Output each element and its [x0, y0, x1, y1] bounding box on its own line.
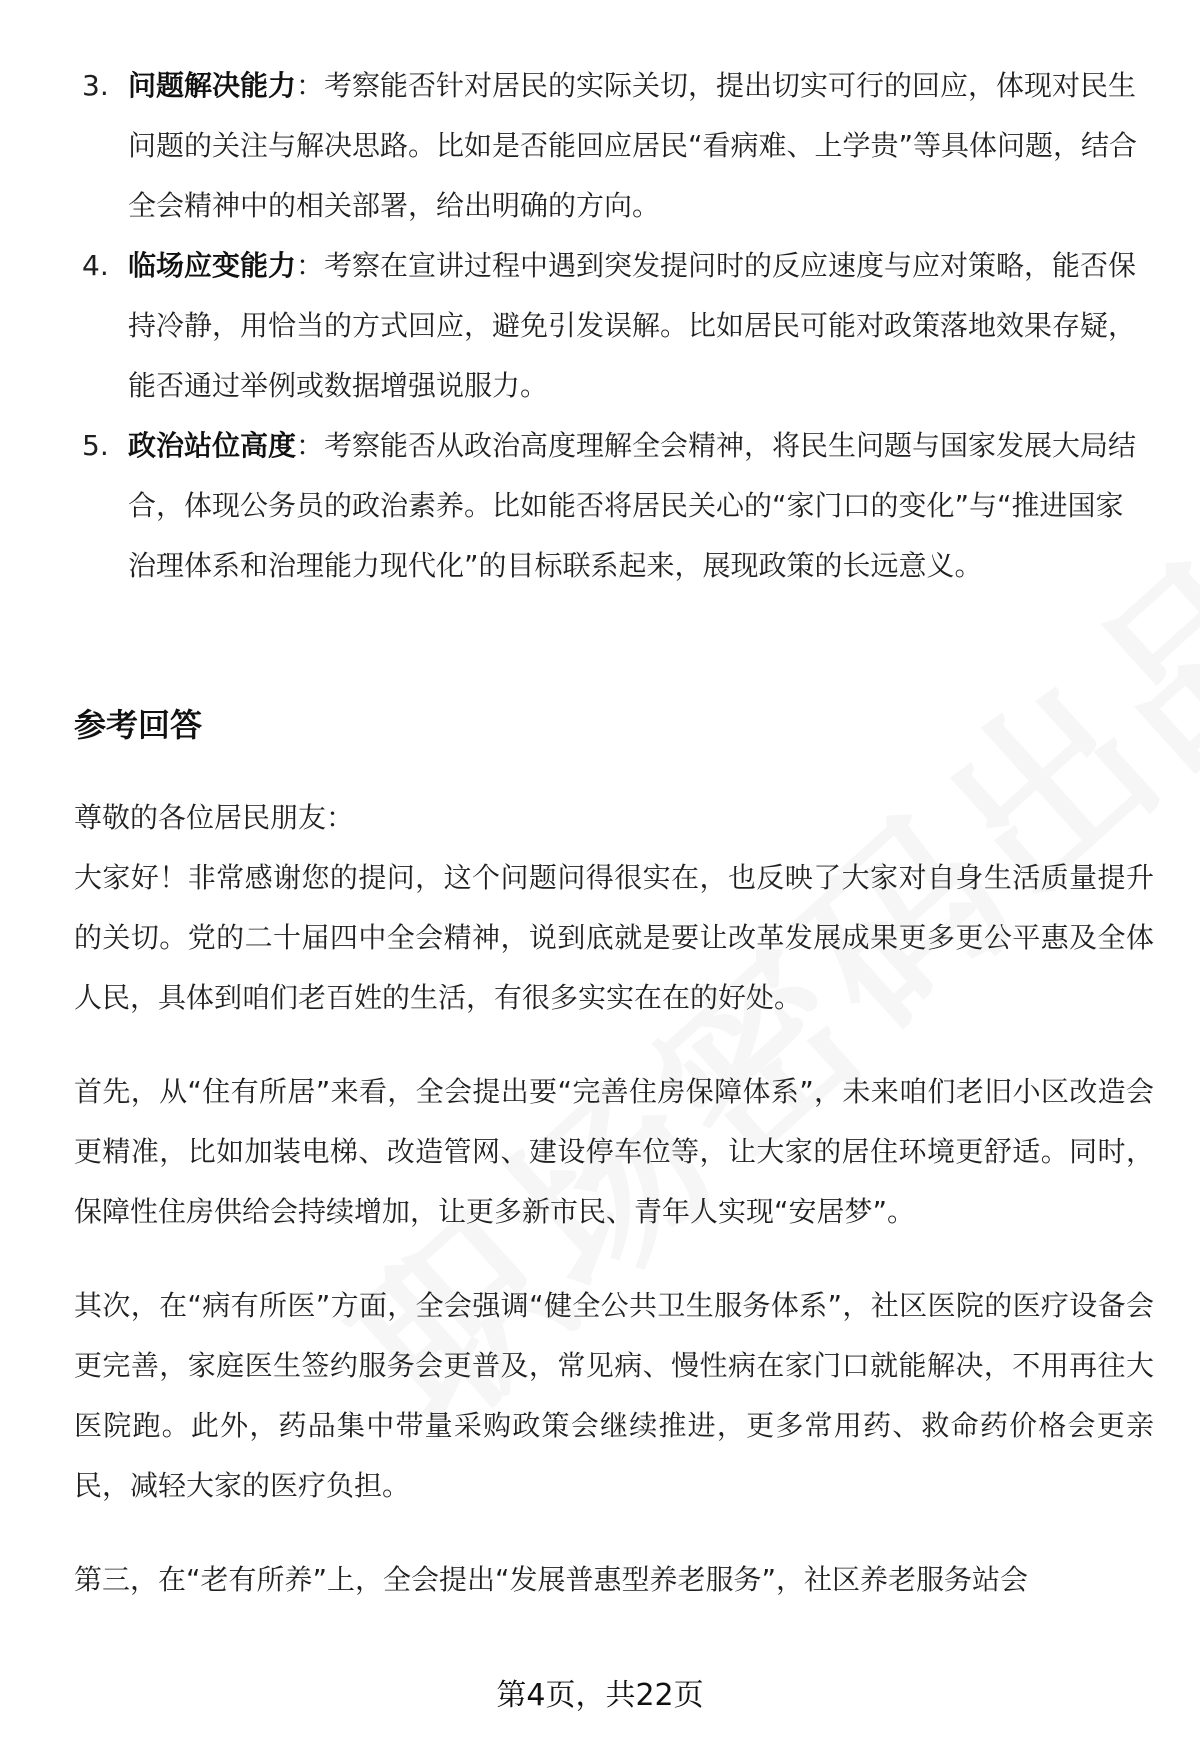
criteria-list: [70, 56, 1140, 596]
answer-paragraph: 首先，从“住有所居”来看，全会提出要“完善住房保障体系”，未来咱们老旧小区改造会更精准，比如加装电梯、改造管网、建设停车位等，让大家的居住环境更舒适。同时，保障性住房供给会持续增加，让更多新市民、青年人实现“安居梦”。: [74, 1075, 1154, 1228]
reference-answer: [74, 788, 1154, 1644]
criteria-number: 3.: [82, 69, 109, 102]
page-number: 第4页，共22页: [496, 1678, 704, 1713]
answer-greeting: 尊敬的各位居民朋友：: [74, 801, 355, 834]
answer-paragraph: 大家好！非常感谢您的提问，这个问题问得很实在，也反映了大家对自身生活质量提升的关切。党的二十届四中全会精神，说到底就是要让改革发展成果更多更公平惠及全体人民，具体到咱们老百姓的生活，有很多实实在在的好处。: [74, 861, 1154, 1014]
criteria-text: ：考察能否针对居民的实际关切，提出切实可行的回应，体现对民生问题的关注与解决思路。比如是否能回应居民“看病难、上学贵”等具体问题，结合全会精神中的相关部署，给出明确的方向。: [128, 69, 1138, 222]
section-heading: 参考回答: [74, 706, 203, 744]
criteria-term: 政治站位高度: [128, 429, 297, 462]
criteria-item: [70, 56, 1140, 236]
criteria-number: 4.: [82, 249, 109, 282]
criteria-item: [70, 416, 1140, 596]
criteria-number: 5.: [82, 429, 109, 462]
criteria-term: 临场应变能力: [128, 249, 297, 282]
criteria-text: ：考察在宣讲过程中遇到突发提问时的反应速度与应对策略，能否保持冷静，用恰当的方式回应，避免引发误解。比如居民可能对政策落地效果存疑，能否通过举例或数据增强说服力。: [128, 249, 1137, 402]
answer-paragraph: 其次，在“病有所医”方面，全会强调“健全公共卫生服务体系”，社区医院的医疗设备会更完善，家庭医生签约服务会更普及，常见病、慢性病在家门口就能解决，不用再往大医院跑。此外，药品集中带量采购政策会继续推进，更多常用药、救命药价格会更亲民，减轻大家的医疗负担。: [74, 1289, 1154, 1502]
criteria-item: [70, 236, 1140, 416]
criteria-text: ：考察能否从政治高度理解全会精神，将民生问题与国家发展大局结合，体现公务员的政治素养。比如能否将居民关心的“家门口的变化”与“推进国家治理体系和治理能力现代化”的目标联系起来，展现政策的长远意义。: [128, 429, 1137, 582]
answer-paragraph: 第三，在“老有所养”上，全会提出“发展普惠型养老服务”，社区养老服务站会: [74, 1563, 1029, 1596]
criteria-term: 问题解决能力: [128, 69, 297, 102]
